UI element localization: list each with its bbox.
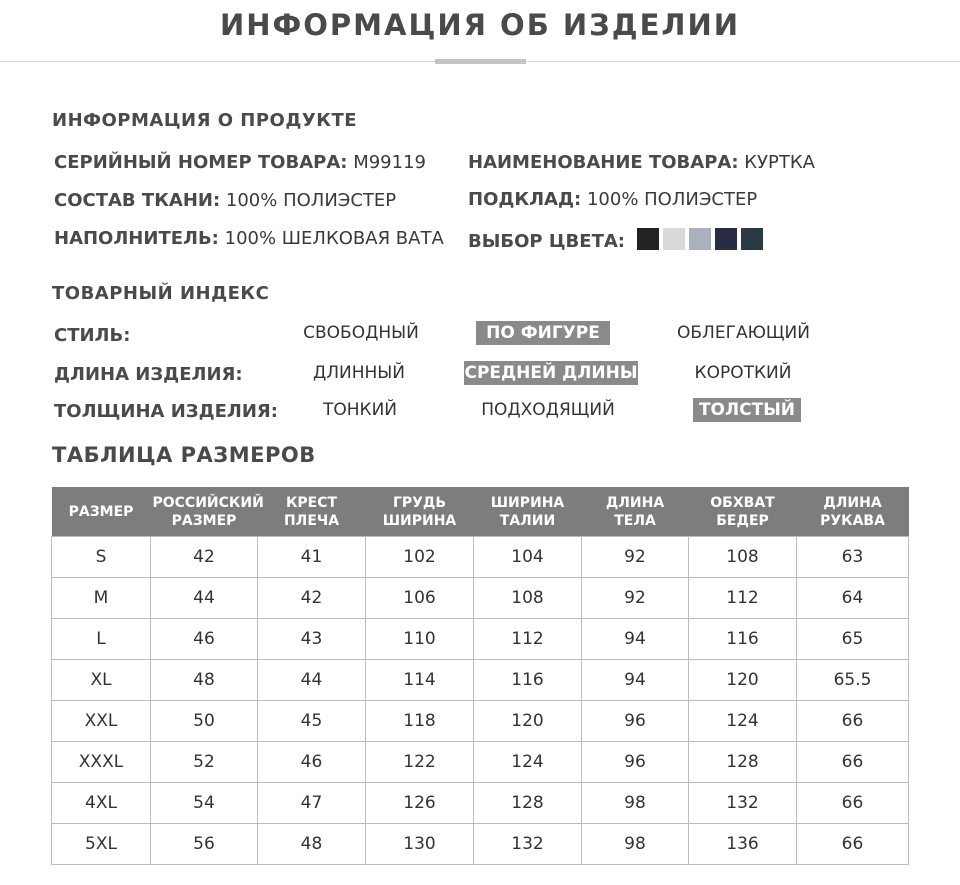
table-cell: 112 xyxy=(689,578,797,619)
header-text: РАЗМЕР xyxy=(68,503,134,520)
table-cell: 63 xyxy=(797,537,909,578)
table-cell: 118 xyxy=(366,701,474,742)
table-cell: 110 xyxy=(366,619,474,660)
table-cell: 108 xyxy=(689,537,797,578)
table-cell: 64 xyxy=(797,578,909,619)
table-cell: 114 xyxy=(366,660,474,701)
color-row xyxy=(468,228,767,252)
header-text: ПЛЕЧА xyxy=(283,512,340,529)
style-option-loose: СВОБОДНЫЙ xyxy=(303,323,419,343)
table-cell: XXXL xyxy=(52,742,151,783)
table-cell: L xyxy=(52,619,151,660)
length-label: ДЛИНА ИЗДЕЛИЯ: xyxy=(54,364,243,385)
table-cell: 102 xyxy=(366,537,474,578)
fabric-value: 100% ПОЛИЭСТЕР xyxy=(225,190,397,211)
filler-row xyxy=(54,228,444,249)
header-text: ОБХВАТ xyxy=(710,494,775,511)
header-text: ШИРИНА xyxy=(490,494,565,511)
header-text: ШИРИНА xyxy=(382,512,457,529)
header-text: ДЛИНА xyxy=(823,494,882,511)
header-sleeve xyxy=(797,487,909,537)
header-text: КРЕСТ xyxy=(285,494,338,511)
table-cell: 41 xyxy=(258,537,366,578)
lining-row xyxy=(468,189,757,210)
thickness-option-medium: ПОДХОДЯЩИЙ xyxy=(481,400,615,420)
size-table xyxy=(51,487,909,865)
table-cell: 124 xyxy=(474,742,582,783)
table-cell: 116 xyxy=(474,660,582,701)
table-cell: 65.5 xyxy=(797,660,909,701)
table-cell: 94 xyxy=(582,660,689,701)
table-cell: 104 xyxy=(474,537,582,578)
table-cell: 42 xyxy=(258,578,366,619)
color-swatch[interactable] xyxy=(637,228,659,250)
table-cell: 46 xyxy=(151,619,258,660)
table-cell: 108 xyxy=(474,578,582,619)
product-info-title: ИНФОРМАЦИЯ О ПРОДУКТЕ xyxy=(52,110,358,131)
table-cell: 66 xyxy=(797,783,909,824)
table-cell: 42 xyxy=(151,537,258,578)
table-row xyxy=(52,660,909,701)
header-text: ТЕЛА xyxy=(614,512,656,529)
table-cell: 44 xyxy=(151,578,258,619)
table-cell: 44 xyxy=(258,660,366,701)
table-cell: 120 xyxy=(474,701,582,742)
table-cell: 4XL xyxy=(52,783,151,824)
header-accent-bar xyxy=(435,59,526,64)
table-cell: 126 xyxy=(366,783,474,824)
header-text: БЕДЕР xyxy=(716,512,769,529)
color-label: ВЫБОР ЦВЕТА: xyxy=(468,231,625,252)
index-title: ТОВАРНЫЙ ИНДЕКС xyxy=(52,283,270,304)
table-cell: 50 xyxy=(151,701,258,742)
table-cell: 132 xyxy=(474,824,582,865)
table-cell: 48 xyxy=(258,824,366,865)
table-cell: 98 xyxy=(582,824,689,865)
name-row xyxy=(468,152,815,173)
serial-label: СЕРИЙНЫЙ НОМЕР ТОВАРА: xyxy=(54,152,348,173)
table-cell: 96 xyxy=(582,742,689,783)
table-cell: 98 xyxy=(582,783,689,824)
color-swatch[interactable] xyxy=(715,228,737,250)
table-cell: 130 xyxy=(366,824,474,865)
table-row xyxy=(52,742,909,783)
table-cell: XXL xyxy=(52,701,151,742)
thickness-label: ТОЛЩИНА ИЗДЕЛИЯ: xyxy=(54,401,278,422)
length-option-medium: СРЕДНЕЙ ДЛИНЫ xyxy=(464,363,638,383)
serial-row xyxy=(54,152,426,173)
header-text: РУКАВА xyxy=(820,512,885,529)
thickness-option-thin: ТОНКИЙ xyxy=(322,400,398,420)
header-text: ГРУДЬ xyxy=(392,494,447,511)
table-cell: 92 xyxy=(582,537,689,578)
header-text: ДЛИНА xyxy=(605,494,665,511)
table-cell: 94 xyxy=(582,619,689,660)
table-cell: 128 xyxy=(474,783,582,824)
table-row xyxy=(52,578,909,619)
name-value: КУРТКА xyxy=(744,152,815,173)
table-cell: 112 xyxy=(474,619,582,660)
table-cell: 66 xyxy=(797,824,909,865)
table-cell: 48 xyxy=(151,660,258,701)
table-cell: 66 xyxy=(797,742,909,783)
table-cell: 124 xyxy=(689,701,797,742)
serial-value: M99119 xyxy=(353,152,426,173)
table-cell: 122 xyxy=(366,742,474,783)
header-waist xyxy=(474,487,582,537)
table-cell: 132 xyxy=(689,783,797,824)
size-table-header xyxy=(52,487,909,537)
style-label: СТИЛЬ: xyxy=(54,325,131,346)
filler-value: 100% ШЕЛКОВАЯ ВАТА xyxy=(224,228,444,249)
header-body-length xyxy=(582,487,689,537)
table-cell: M xyxy=(52,578,151,619)
table-row xyxy=(52,537,909,578)
table-cell: 106 xyxy=(366,578,474,619)
table-cell: 65 xyxy=(797,619,909,660)
page-title: ИНФОРМАЦИЯ ОБ ИЗДЕЛИИ xyxy=(219,8,741,42)
lining-value: 100% ПОЛИЭСТЕР xyxy=(586,189,758,210)
table-cell: 47 xyxy=(258,783,366,824)
header-shoulder xyxy=(258,487,366,537)
table-cell: XL xyxy=(52,660,151,701)
style-option-fitted: ПО ФИГУРЕ xyxy=(476,321,610,345)
header-text: ТАЛИИ xyxy=(499,512,556,529)
table-cell: 46 xyxy=(258,742,366,783)
table-row xyxy=(52,701,909,742)
table-cell: 54 xyxy=(151,783,258,824)
table-row xyxy=(52,619,909,660)
header-ru-size xyxy=(151,487,264,537)
header-size xyxy=(52,487,151,537)
table-cell: 52 xyxy=(151,742,258,783)
length-option-short: КОРОТКИЙ xyxy=(694,363,792,383)
color-swatch[interactable] xyxy=(689,228,711,250)
color-swatches xyxy=(637,228,767,250)
table-cell: 5XL xyxy=(52,824,151,865)
table-cell: 96 xyxy=(582,701,689,742)
table-cell: 92 xyxy=(582,578,689,619)
style-option-slim: ОБЛЕГАЮЩИЙ xyxy=(677,323,810,343)
table-cell: 43 xyxy=(258,619,366,660)
name-label: НАИМЕНОВАНИЕ ТОВАРА: xyxy=(468,152,739,173)
table-cell: 128 xyxy=(689,742,797,783)
filler-label: НАПОЛНИТЕЛЬ: xyxy=(54,228,219,249)
table-cell: 45 xyxy=(258,701,366,742)
table-cell: 136 xyxy=(689,824,797,865)
size-table-title: ТАБЛИЦА РАЗМЕРОВ xyxy=(52,443,316,467)
table-cell: 120 xyxy=(689,660,797,701)
header-text: РАЗМЕР xyxy=(171,512,237,529)
table-cell: 116 xyxy=(689,619,797,660)
header-hips xyxy=(689,487,797,537)
header-text: РОССИЙСКИЙ xyxy=(152,494,264,511)
thickness-option-thick: ТОЛСТЫЙ xyxy=(693,398,801,422)
table-cell: 56 xyxy=(151,824,258,865)
color-swatch[interactable] xyxy=(663,228,685,250)
fabric-label: СОСТАВ ТКАНИ: xyxy=(54,190,221,211)
fabric-row xyxy=(54,190,396,211)
table-cell: S xyxy=(52,537,151,578)
table-row xyxy=(52,783,909,824)
table-cell: 66 xyxy=(797,701,909,742)
length-option-long: ДЛИННЫЙ xyxy=(312,363,406,383)
color-swatch[interactable] xyxy=(741,228,763,250)
table-row xyxy=(52,824,909,865)
header-chest xyxy=(366,487,474,537)
lining-label: ПОДКЛАД: xyxy=(468,189,582,210)
